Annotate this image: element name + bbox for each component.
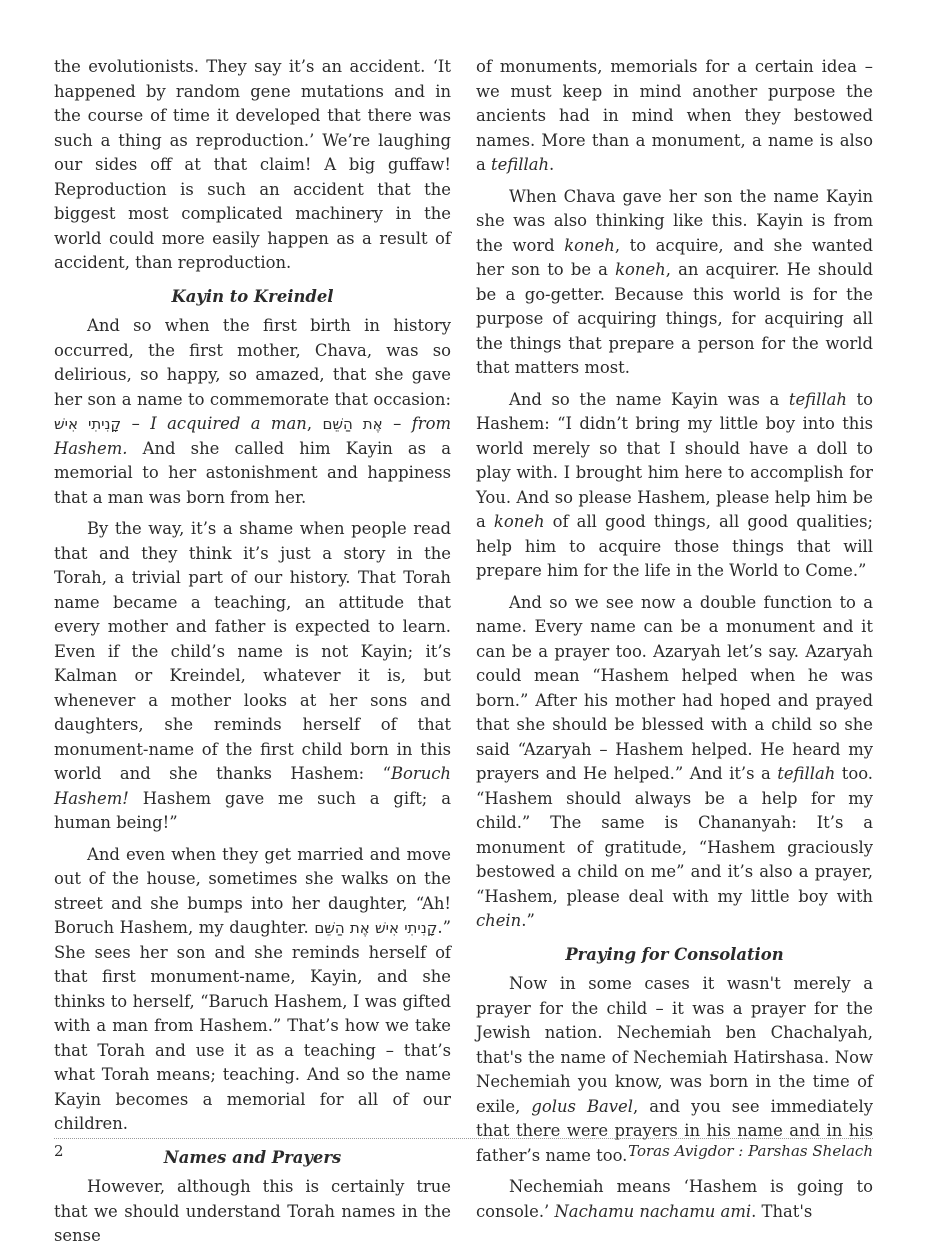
left-column: [54, 55, 451, 1245]
paragraph: of monuments, memorials for a certain idea – we must keep in mind another purpose the ancients had in mind when they bestowed names. More than a monument, a name is also a tefillah.: [476, 57, 873, 174]
footer-divider: [54, 1138, 873, 1139]
section-heading: Names and Prayers: [163, 1147, 342, 1167]
paragraph: Now in some cases it wasn't merely a prayer for the child – it was a prayer for the Jewish nation. Nechemiah ben Chachalyah, that's the name of Nechemiah Hatirshasa. Now Nechemiah you know, was born in the time of exile, golus Bavel, and you see immediately that there were prayers in his name and in his father’s name too.: [476, 974, 873, 1165]
paragraph: By the way, it’s a shame when people read that and they think it’s just a story in the Torah, a trivial part of our history. That Torah name became a teaching, an attitude that every mother and father is expected to learn. Even if the child’s name is not Kayin; it’s Kalman or Kreindel, whatever it is, but whenever a mother looks at her sons and daughters, she reminds herself of that monument-name of the first child born in this world and she thanks Hashem: “Boruch Hashem! Hashem gave me such a gift; a human being!”: [54, 519, 451, 832]
section-heading: Kayin to Kreindel: [171, 286, 334, 306]
hebrew-text: קָנִיתִי אִישׁ אֶת הַשֵּׁם: [314, 919, 438, 937]
paragraph: However, although this is certainly true that we should understand Torah names in the sense: [54, 1177, 451, 1245]
page-number: 2: [54, 1142, 64, 1160]
paragraph: And so we see now a double function to a name. Every name can be a monument and it can be a prayer too. Azaryah let’s say. Azaryah could mean “Hashem helped when he was born.” After his mother had hoped and prayed that she should be blessed with a child so she said “Azaryah – Hashem helped. He heard my prayers and He helped.” And it’s a tefillah too. “Hashem should always be a help for my child.” The same is Chananyah: It’s a monument of gratitude, “Hashem graciously bestowed a child on me” and it’s also a prayer, “Hashem, please deal with my little boy with chein.”: [476, 592, 873, 930]
section-heading: Praying for Consolation: [565, 944, 784, 964]
paragraph: And even when they get married and move out of the house, sometimes she walks on the street and she bumps into her daughter, “Ah! Boruch Hashem, my daughter. קָנִיתִי אִישׁ אֶת הַשֵּׁם.” She sees her son and she reminds herself of that first monument-name, Kayin, and she thinks to herself, “Baruch Hashem, I was gifted with a man from Hashem.” That’s how we take that Torah and use it as a teaching – that’s what Torah means; teaching. And so the name Kayin becomes a memorial for all of our children.: [54, 844, 451, 1133]
paragraph: When Chava gave her son the name Kayin she was also thinking like this. Kayin is from the word koneh, to acquire, and she wanted her son to be a koneh, an acquirer. He should be a go-getter. Because this world is for the purpose of acquiring things, for acquiring all the things that prepare a person for the world that matters most.: [476, 186, 873, 377]
running-title: Toras Avigdor : Parshas Shelach: [628, 1142, 873, 1160]
hebrew-text: אֶת הַשֵּׁם: [322, 415, 383, 433]
paragraph: And so the name Kayin was a tefillah to Hashem: “I didn’t bring my little boy into this world merely so that I should have a doll to play with. I brought him here to accomplish for You. And so please Hashem, please help him be a koneh of all good things, all good qualities; help him to acquire those things that will prepare him for the life in the World to Come.”: [476, 389, 873, 580]
paragraph: Nechemiah means ‘Hashem is going to console.’ Nachamu nachamu ami. That's: [476, 1177, 873, 1221]
hebrew-text: קָנִיתִי אִישׁ: [54, 415, 122, 433]
paragraph: the evolutionists. They say it’s an accident. ‘It happened by random gene mutations and in the course of time it developed that there was such a thing as reproduction.’ We’re laughing our sides off at that claim! A big guffaw! Reproduction is such an accident that the biggest most complicated machinery in the world could more easily happen as a result of accident, than reproduction.: [54, 57, 451, 272]
paragraph: And so when the first birth in history occurred, the first mother, Chava, was so delirious, so happy, so amazed, that she gave her son a name to commemorate that occasion: קָנִיתִי אִישׁ – I acquired a man, אֶת הַשֵּׁם – from Hashem. And she called him Kayin as a memorial to her astonishment and happiness that a man was born from her.: [54, 316, 451, 507]
